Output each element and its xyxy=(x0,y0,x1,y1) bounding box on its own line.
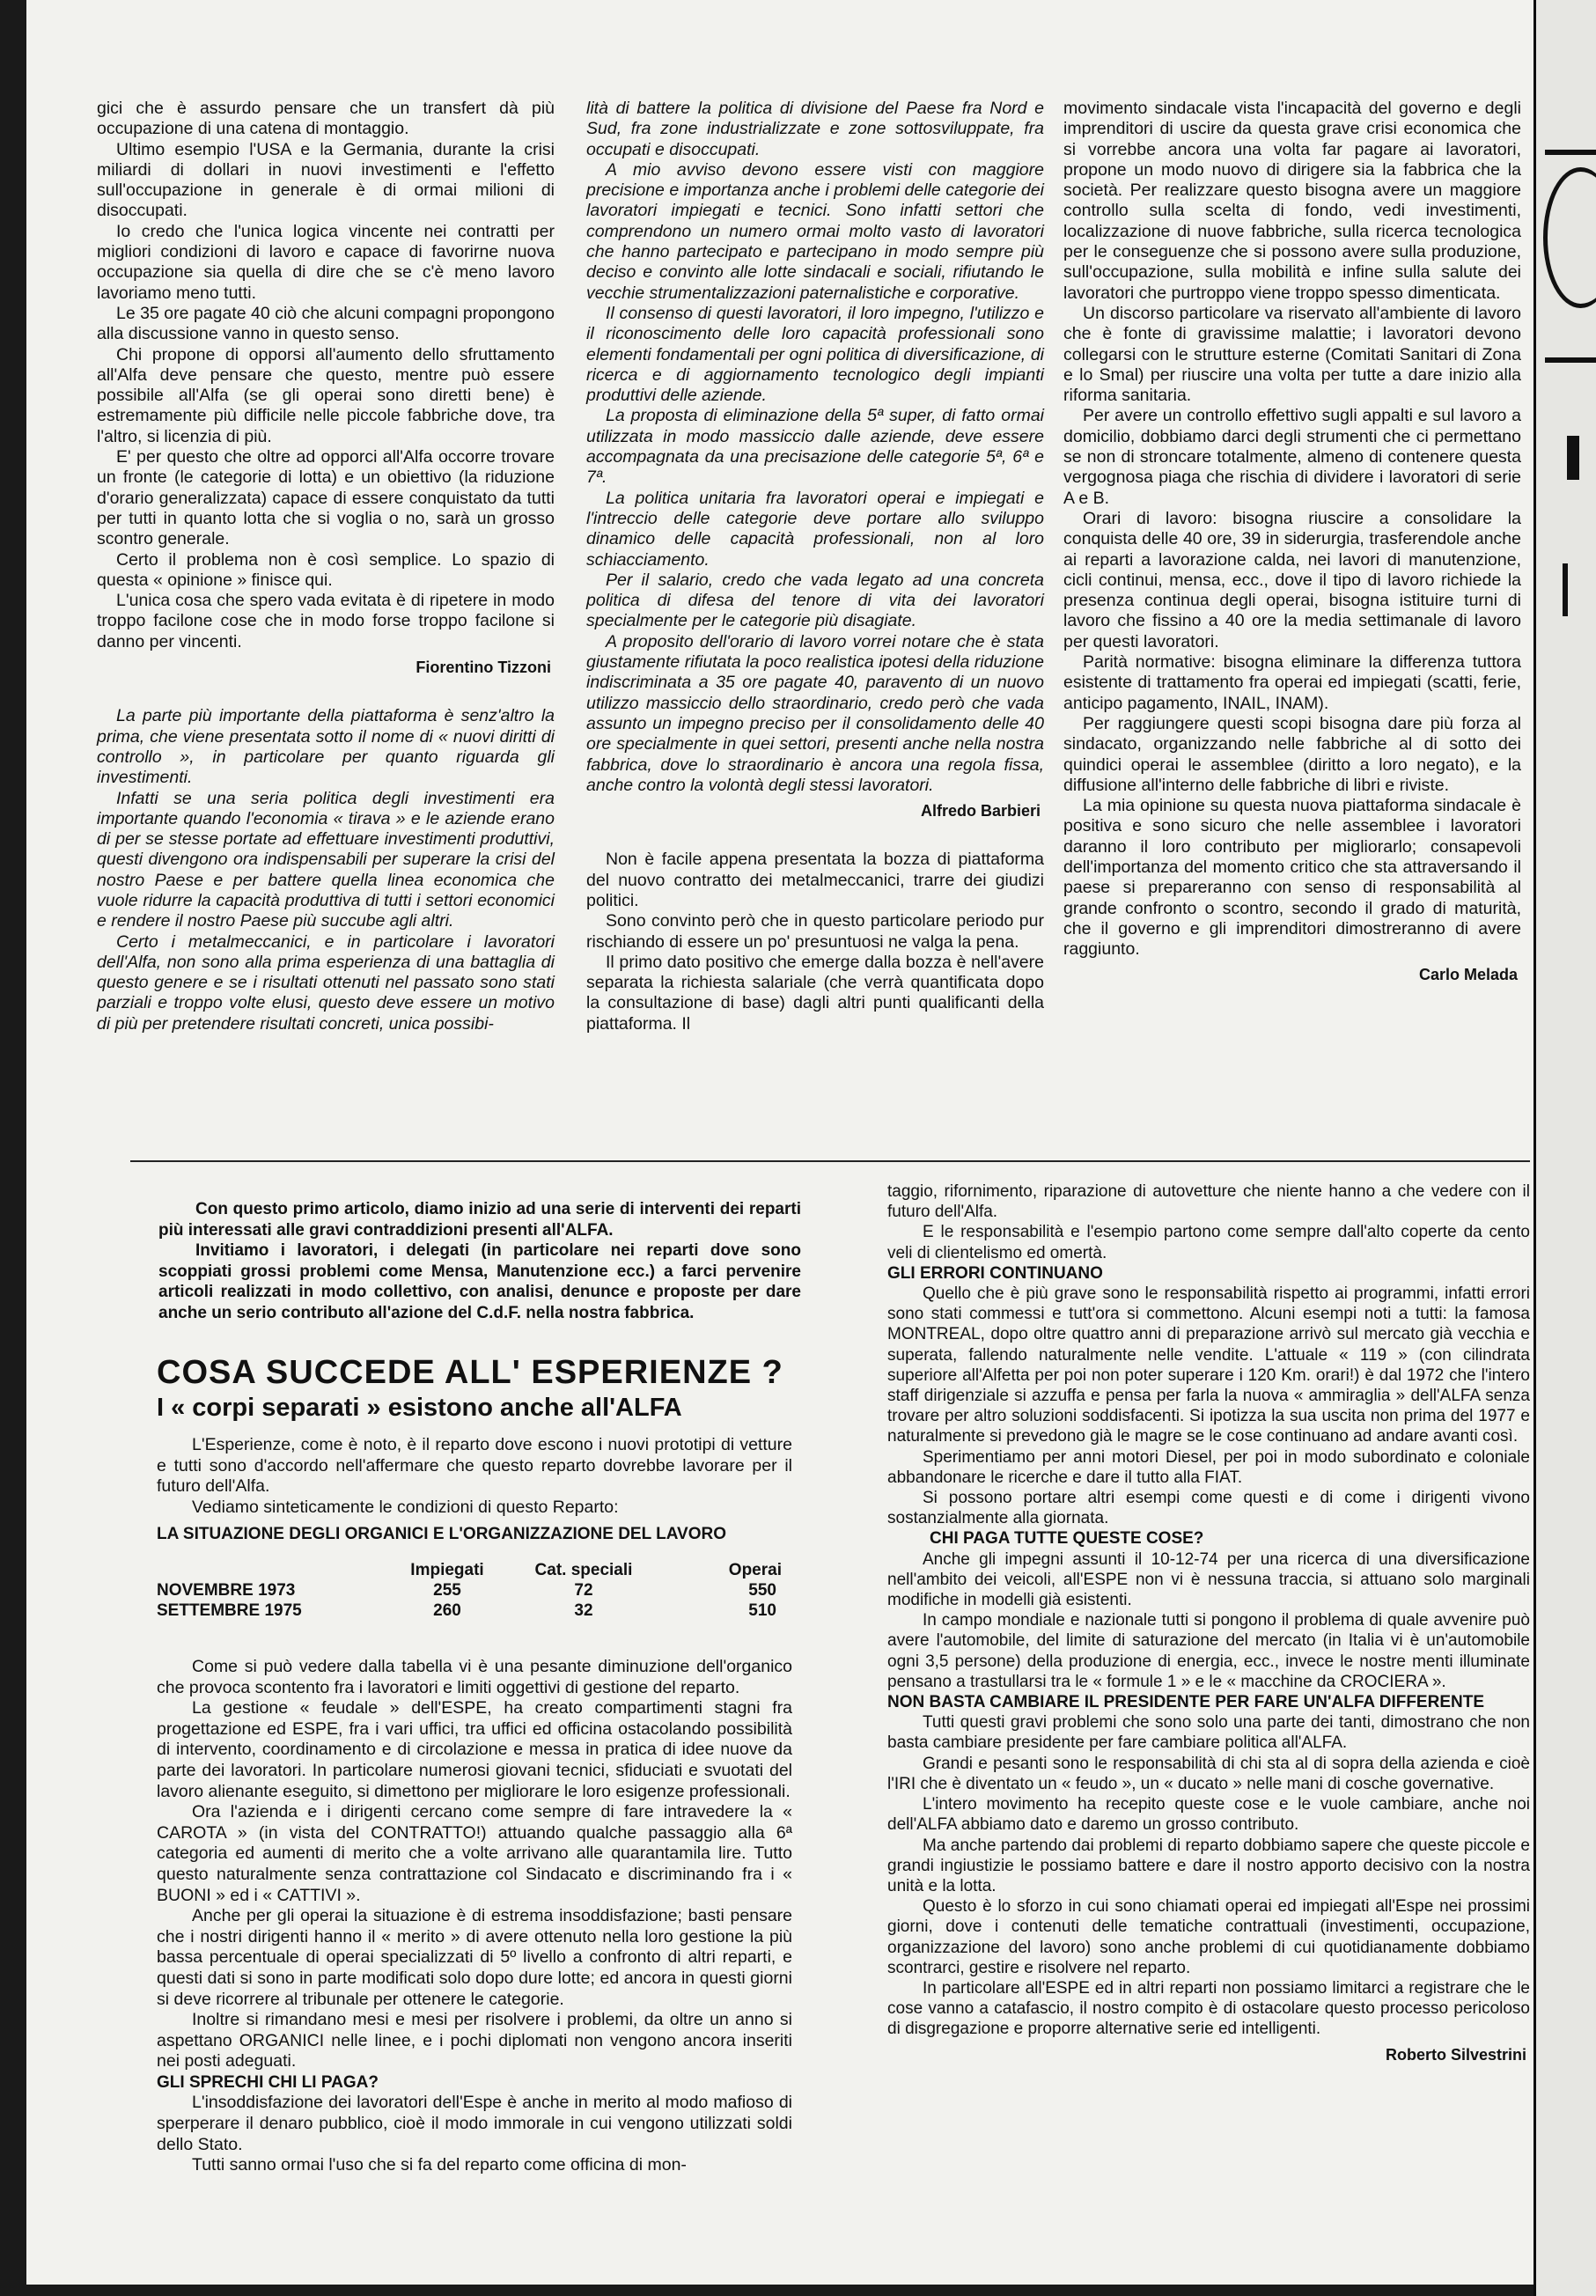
table-cell: 32 xyxy=(574,1601,593,1620)
article-lead xyxy=(157,1435,792,1518)
paragraph: E le responsabilità e l'esempio partono come sempre dall'alto coperte da cento veli di clientelismo ed omertà. xyxy=(887,1223,1530,1262)
paragraph: L'insoddisfazione dei lavoratori dell'Espe è anche in merito al modo mafioso di sperperare il denaro pubblico, cioè il modo immorale in cui vengono utilizzati soldi dello Stato. xyxy=(157,2093,792,2154)
table-cell: 510 xyxy=(748,1601,776,1620)
table-header xyxy=(157,1560,386,1580)
paragraph: L'unica cosa che spero vada evitata è di ripetere in modo troppo facilone cose che in modo forse troppo facilone si danno per vincenti. xyxy=(97,591,555,651)
paragraph: Per raggiungere questi scopi bisogna dare più forza al sindacato, organizzando nelle fabbriche al di sotto dei quindici operai le assemblee (diritto a loro negato), e la diffusione all'interno delle fabbriche di libri e riviste. xyxy=(1063,713,1521,795)
signature: Fiorentino Tizzoni xyxy=(416,659,551,677)
paragraph: Chi propone di opporsi all'aumento dello sfruttamento all'Alfa deve pensare che questo, mentre può essere possibile all'Alfa (se gli operai sono diretti bene) è estremamente più difficile nelle piccole fabbriche dove, tra l'altro, si licenzia di più. xyxy=(97,344,555,446)
article-title: COSA SUCCEDE ALL' ESPERIENZE ? xyxy=(157,1354,783,1391)
table-cell: 72 xyxy=(574,1581,593,1600)
paragraph: In particolare all'ESPE ed in altri reparti non possiamo limitarci a registrare che le cose vanno a catafascio, il nostro compito è di ostacolare questo processo pericoloso di disgregazione e proporre alternative serie ed intelligenti. xyxy=(887,1978,1530,2039)
intro-paragraph: Invitiamo i lavoratori, i delegati (in particolare nei reparti dove sono scoppiati grossi problemi come Mensa, Manutenzione ecc.) a farci pervenire articoli realizzati in modo collettivo, con analisi, denunce e proposte per dare anche un serio contributo all'azione del C.d.F. nella nostra fabbrica. xyxy=(158,1241,801,1322)
article-right-column xyxy=(887,1181,1530,2074)
adjacent-page-edge xyxy=(1533,0,1596,2296)
paragraph: Certo i metalmeccanici, e in particolare i lavoratori dell'Alfa, non sono alla prima esperienza di una battaglia di questo genere e se i risultati ottenuti nel passato sono stati parziali e troppo volte elusi, questo deve essere un motivo di più per pretendere risultati concreti, unica possibi- xyxy=(97,931,555,1034)
paragraph: La parte più importante della piattaforma è senz'altro la prima, che viene presentata sotto il nome di « nuovi diritti di controllo », in particolare per quanto riguarda gli investimenti. xyxy=(97,706,555,788)
paragraph: La proposta di eliminazione della 5ª super, di fatto ormai utilizzata in modo massiccio dalle aziende, deve essere accompagnata da una precisazione delle categorie 5ª, 6ª e 7ª. xyxy=(586,406,1044,488)
paragraph: Io credo che l'unica logica vincente nei contratti per migliori condizioni di lavoro e capace di favorirne nuova occupazione sia quella di dire che se c'è meno lavoro lavoriamo meno tutti. xyxy=(97,221,555,303)
organici-table xyxy=(157,1560,782,1621)
paragraph: Anche per gli operai la situazione è di estrema insoddisfazione; basti pensare che i nostri dirigenti hanno il « merito » di avere ottenuto nella loro gestione la più bassa percentuale di operai specializzati di 5º livello a confronto di altri reparti, e questi dati si sono in parte modificati solo dopo dure lotte; ed ancora in questi giorni si deve ricorrere al tribunale per ottenere le categorie. xyxy=(157,1906,792,2009)
editorial-intro xyxy=(158,1199,801,1323)
table-header-row xyxy=(157,1560,782,1580)
paragraph: Per il salario, credo che vada legato ad una concreta politica di difesa del tenore di vita dei lavoratori specialmente per le categorie più disagiate. xyxy=(586,570,1044,631)
paragraph: Come si può vedere dalla tabella vi è una pesante diminuzione dell'organico che provoca scontento fra i lavoratori e limiti oggettivi di gestione del reparto. xyxy=(157,1657,792,1697)
col1-paragraphs xyxy=(97,99,555,652)
table-title: LA SITUAZIONE DEGLI ORGANICI E L'ORGANIZZAZIONE DEL LAVORO xyxy=(157,1525,727,1543)
adjacent-page-mark xyxy=(1567,436,1579,480)
section-divider xyxy=(130,1160,1530,1162)
table-cell: 260 xyxy=(433,1601,461,1620)
table-header: Cat. speciali xyxy=(534,1561,633,1579)
paragraph: Orari di lavoro: bisogna riuscire a consolidare la conquista delle 40 ore, 39 in siderurgia, trasferendole anche ai reparti a lavorazione calda, nei lavori di manutenzione, cicli continui, mensa, ecc., dove il tipo di lavoro richiede la presenza continua degli operai, bisogna istituire turni di lavoro che fissino a 40 ore la media settimanale di lavoro per questi lavoratori. xyxy=(1063,508,1521,651)
paragraph: La politica unitaria fra lavoratori operai e impiegati e l'intreccio delle categorie deve portare allo sviluppo dinamico delle capacità professionali, non al loro schiacciamento. xyxy=(586,488,1044,570)
paragraph: Ora l'azienda e i dirigenti cercano come sempre di fare intravedere la « CAROTA » (in vista del CONTRATTO!) attuando qualche passaggio alla 6ª categoria ed aumenti di merito che a volte arrivano alle quarantamila lire. Tutto questo naturalmente senza contrattazione col Sindacato e discriminando fra i « BUONI » ed i « CATTIVI ». xyxy=(157,1802,792,1905)
paragraph: La gestione « feudale » dell'ESPE, ha creato compartimenti stagni fra progettazione ed ESPE, fra i vari uffici, tra uffici ed officina ostacolando possibilità di intervento, coordinamento e di circolazione e messa in pratica di idee nuove da parte dei lavoratori. In particolare numerosi giovani tecnici, sfiduciati e svuotati del lavoro alienante eseguito, si dimettono per migliorare le loro esigenze professionali. xyxy=(157,1698,792,1801)
table-header: Operai xyxy=(728,1561,782,1579)
article-subtitle: I « corpi separati » esistono anche all'ALFA xyxy=(157,1394,682,1422)
signature: Carlo Melada xyxy=(1418,966,1518,984)
paragraph: Le 35 ore pagate 40 ciò che alcuni compagni propongono alla discussione vanno in questo senso. xyxy=(97,303,555,344)
paragraph: Si possono portare altri esempi come questi e di come i dirigenti vivono sostanzialmente alla giornata. xyxy=(887,1489,1530,1528)
paragraph: gici che è assurdo pensare che un transfert dà più occupazione di una catena di montaggio. xyxy=(97,99,555,139)
section-heading: GLI ERRORI CONTINUANO xyxy=(887,1263,1103,1283)
table-cell: NOVEMBRE 1973 xyxy=(157,1581,296,1600)
paragraph: Quello che è più grave sono le responsabilità rispetto ai programmi, infatti errori sono stati commessi e tutt'ora si commettono. Alcuni esempi noti a tutti: la famosa MONTREAL, dopo oltre quattro anni di preparazione arrivò sul mercato già vecchia e superata, fallendo naturalmente nelle vendite. L'attuale « 119 » (con cilindrata superiore all'Alfetta per poi non poter superare i 120 Km. orari!) è dal 1972 che l'intero staff dirigenziale si azzuffa e pensa per farla la nuova « ammiraglia » dell'ALFA senza trovare per altro soluzioni soddisfacenti. Si ipotizza la sua uscita non prima del 1977 e naturalmente si prevedono già le magre se le cose continuano ad andare avanti così. xyxy=(887,1284,1530,1446)
intro-paragraph: Con questo primo articolo, diamo inizio ad una serie di interventi dei reparti più interessati alle gravi contraddizioni presenti all'ALFA. xyxy=(158,1200,801,1240)
section-heading: NON BASTA CAMBIARE IL PRESIDENTE PER FARE UN'ALFA DIFFERENTE xyxy=(887,1693,1484,1712)
paragraph: In campo mondiale e nazionale tutti si pongono il problema di quale avvenire può avere l'automobile, del limite di saturazione del mercato (in Italia vi è un'automobile ogni 3,5 persone) della produzione di energia, ecc., invece le nostre menti illuminate pensano a trastullarsi tra le « formule 1 » e le « macchine da CROCIERA ». xyxy=(887,1611,1530,1691)
paragraph: Certo il problema non è così semplice. Lo spazio di questa « opinione » finisce qui. xyxy=(97,549,555,590)
newspaper-page xyxy=(26,0,1536,2285)
paragraph: Tutti questi gravi problemi che sono solo una parte dei tanti, dimostrano che non basta cambiare presidente per fare cambiare politica all'ALFA. xyxy=(887,1713,1530,1753)
signature: Alfredo Barbieri xyxy=(920,802,1041,821)
paragraph: Il consenso di questi lavoratori, il loro impegno, l'utilizzo e il riconoscimento delle loro capacità professionali sono elementi fondamentali per ogni politica di diversificazione, di ricerca e di aggiornamento tecnologico degli impianti produttivi delle aziende. xyxy=(586,303,1044,406)
paragraph: Tutti sanno ormai l'uso che si fa del reparto come officina di mon- xyxy=(192,2155,687,2175)
paragraph: Parità normative: bisogna eliminare la differenza tuttora esistente di trattamento fra operai ed impiegati (scatti, ferie, anticipo pagamento, INAIL, INAM). xyxy=(1063,652,1521,713)
column-3 xyxy=(1063,99,1521,995)
section-heading: GLI SPRECHI CHI LI PAGA? xyxy=(157,2072,379,2092)
section-heading: CHI PAGA TUTTE QUESTE COSE? xyxy=(930,1529,1204,1549)
paragraph: Vediamo sinteticamente le condizioni di questo Reparto: xyxy=(192,1497,619,1517)
table-cell: 550 xyxy=(748,1581,776,1600)
paragraph: La mia opinione su questa nuova piattaforma sindacale è positiva e sono sicuro che nelle assemblee i lavoratori daranno il loro contributo per migliorarlo; consapevoli dell'importanza del momento critico che sta attraversando il paese si prepareranno con senso di responsabilità al grande confronto o scontro, secondo il grado di maturità, che il governo e gli imprenditori dimostreranno di avere raggiunto. xyxy=(1063,796,1521,960)
paragraph: L'Esperienze, come è noto, è il reparto dove escono i nuovi prototipi di vetture e tutti sono d'accordo nell'affermare che questo reparto dovrebbe lavorare per il futuro dell'Alfa. xyxy=(157,1435,792,1497)
paragraph: movimento sindacale vista l'incapacità del governo e degli imprenditori di uscire da questa grave crisi economica che si vorrebbe ancora una volta far pagare ai lavoratori, propone un modo nuovo di dirigere sia la fabbrica che la società. Per realizzare questo bisogna avere un maggiore controllo sulla scelta di fondo, vedi investimenti, localizzazione di nuove fabbriche, sulla ricerca tecnologica per le conseguenze che si possono avere sulla produzione, sull'occupazione, sulla mobilità e infine sulla salute dei lavoratori che purtroppo viene troppo spesso dimenticata. xyxy=(1063,99,1521,303)
signature: Roberto Silvestrini xyxy=(1385,2045,1526,2064)
paragraph: Grandi e pesanti sono le responsabilità di chi sta al di sopra della azienda e cioè l'IRI che è diventato un « feudo », un « ducato » nelle mani di cosche governative. xyxy=(887,1754,1530,1793)
paragraph: Non è facile appena presentata la bozza di piattaforma del nuovo contratto dei metalmeccanici, trarre dei giudizi politici. xyxy=(586,850,1044,910)
paragraph: Sperimentiamo per anni motori Diesel, per poi in modo subordinato e coloniale abbandonare le ricerche e dare il tutto alla FIAT. xyxy=(887,1447,1530,1487)
table-header: Impiegati xyxy=(410,1561,484,1579)
paragraph: Ma anche partendo dai problemi di reparto dobbiamo sapere che queste piccole e grandi ingiustizie le possiamo battere e dare il nostro apporto decisivo con la nostra unità e la lotta. xyxy=(887,1836,1530,1895)
table-cell: 255 xyxy=(433,1581,461,1600)
adjacent-page-mark xyxy=(1563,563,1585,616)
column-2 xyxy=(586,99,1044,1034)
paragraph: Infatti se una seria politica degli investimenti era importante quando l'economia « tirava » e le aziende erano di per se stesse portate ad effettuare investimenti produttivi, questi divengono ora indispensabili per superare la crisi del nostro Paese e per battere quella linea economica che vuole ridurre la capacità produttiva di tutti i settori economici e rendere il nostro Paese più succube agli altri. xyxy=(97,788,555,931)
paragraph: Questo è lo sforzo in cui sono chiamati operai ed impiegati all'Espe nei prossimi giorni, dove i contenuti delle tematiche contrattuali (investimenti, occupazione, organizzazione del lavoro) sono anche problemi di cui quotidianamente dobbiamo scontrarci, gestire e risolvere nel reparto. xyxy=(887,1897,1530,1977)
paragraph: lità di battere la politica di divisione del Paese fra Nord e Sud, fra zone industrializzate e zone sottosviluppate, fra occupati e disoccupati. xyxy=(586,99,1044,159)
paragraph: E' per questo che oltre ad opporci all'Alfa occorre trovare un fronte (le categorie di lotta) e un obiettivo (la riduzione d'orario generalizzata) capace di essere conquistato da tutti per tutti in quanto lotta che si voglia o no, sarà un grosso scontro generale. xyxy=(97,447,555,549)
paragraph: Il primo dato positivo che emerge dalla bozza è nell'avere separata la richiesta salariale (che verrà quantificata dopo la consultazione di base) dagli altri punti qualificanti della piattaforma. Il xyxy=(586,952,1044,1034)
table-row xyxy=(157,1601,782,1621)
paragraph: L'intero movimento ha recepito queste cose e le vuole cambiare, anche noi dell'ALFA abbiamo dato e daremo un grosso contributo. xyxy=(887,1795,1530,1835)
paragraph: Per avere un controllo effettivo sugli appalti e sul lavoro a domicilio, dobbiamo darci degli strumenti che ci permettano se non di stroncare totalmente, almeno di contenere questa vergognosa piaga che rischia di dividere i lavoratori di serie A e B. xyxy=(1063,406,1521,508)
paragraph: Sono convinto però che in questo particolare periodo pur rischiando di essere un po' presuntuosi ne valga la pena. xyxy=(586,911,1044,952)
paragraph: A mio avviso devono essere visti con maggiore precisione e importanza anche i problemi delle categorie dei lavoratori impiegati e tecnici. Sono infatti settori che comprendono un numero ormai molto vasto di lavoratori che hanno partecipato e partecipano in modo sempre più deciso e convinto alle lotte sindacali e sociali, rifiutando le vecchie strumentalizzazioni paternalistiche e corporative. xyxy=(586,159,1044,303)
paragraph: Un discorso particolare va riservato all'ambiente di lavoro che è fonte di gravissime malattie; i lavoratori devono collegarsi con le strutture esterne (Comitati Sanitari di Zona e lo Smal) per riuscire una volta per tutte a dare inizio alla riforma sanitaria. xyxy=(1063,303,1521,406)
paragraph: Ultimo esempio l'USA e la Germania, durante la crisi miliardi di dollari in nuovi investimenti e l'effetto sull'occupazione in generale è di ormai milioni di disoccupati. xyxy=(97,139,555,221)
paragraph: Inoltre si rimandano mesi e mesi per risolvere i problemi, da oltre un anno si aspettano ORGANICI nelle linee, e i pochi diplomati non vengono ancora inseriti nei posti adeguati. xyxy=(157,2010,792,2072)
table-row xyxy=(157,1580,782,1601)
paragraph: A proposito dell'orario di lavoro vorrei notare che è stata giustamente rifiutata la poco realistica ipotesi della riduzione indiscriminata a 35 ore pagate 40, paravento di un nuovo utilizzo massiccio dello straordinario, credo però che vada assunto un impegno preciso per il consolidamento delle 40 ore specialmente in quei settori, presenti anche nella nostra fabbrica, dove lo straordinario è ancora una regola fissa, anche contro la volontà degli stessi lavoratori. xyxy=(586,631,1044,795)
table-cell: SETTEMBRE 1975 xyxy=(157,1601,302,1620)
column-1 xyxy=(97,99,555,1034)
article-left-column xyxy=(157,1657,792,2176)
paragraph: taggio, rifornimento, riparazione di autovetture che niente hanno a che vedere con il futuro dell'Alfa. xyxy=(887,1182,1530,1222)
paragraph: Anche gli impegni assunti il 10-12-74 per una ricerca di una diversificazione nell'ambito dei veicoli, all'ESPE non vi è nessuna traccia, si attuano solo marginali modifiche in modelli già esistenti. xyxy=(887,1549,1530,1610)
